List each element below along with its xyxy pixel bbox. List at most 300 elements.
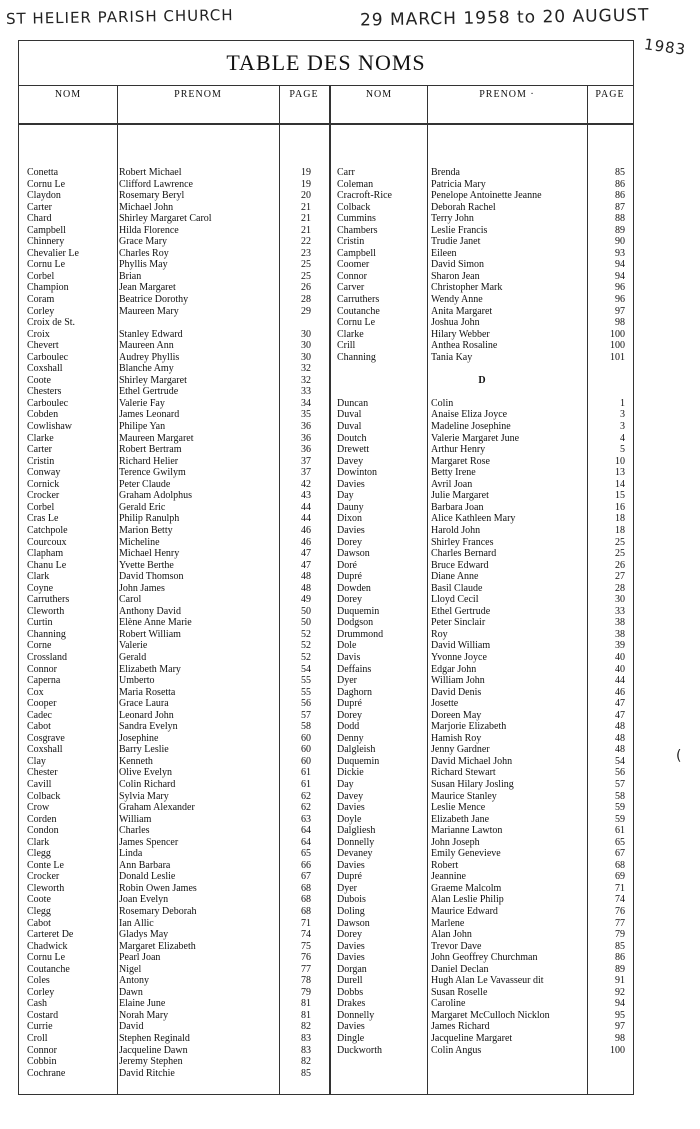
given-names-cell: Dawn (119, 986, 143, 998)
page-number-cell: 98 (615, 1033, 625, 1045)
table-row (27, 352, 329, 364)
page-number-cell: 26 (301, 282, 311, 294)
page-number-cell: 81 (301, 998, 311, 1010)
table-row (337, 629, 627, 641)
page-number-cell: 20 (301, 190, 311, 202)
given-names-cell: Brian (119, 270, 142, 282)
given-names-cell: Daniel Declan (431, 963, 489, 975)
given-names-cell: Richard Stewart (431, 767, 496, 779)
page-number-cell: 62 (301, 790, 311, 802)
page-number-cell: 40 (615, 651, 625, 663)
page-number-cell: 3 (620, 409, 625, 421)
surname-cell: Day (337, 778, 354, 790)
page-number-cell: 25 (301, 270, 311, 282)
page-number-cell: 52 (301, 628, 311, 640)
given-names-cell: Anita Margaret (431, 305, 493, 317)
given-names-cell: Hamish Roy (431, 732, 482, 744)
table-row (337, 202, 627, 214)
page-number-cell: 100 (610, 328, 625, 340)
given-names-cell: Valerie (119, 640, 148, 652)
surname-cell: Cleworth (27, 882, 65, 894)
table-row (27, 860, 329, 872)
table-row (27, 640, 329, 652)
page-number-cell: 26 (615, 559, 625, 571)
given-names-cell: Joan Evelyn (119, 894, 169, 906)
surname-cell: Clapham (27, 548, 64, 560)
surname-cell: Coxshall (27, 363, 63, 375)
surname-cell: Crossland (27, 651, 67, 663)
surname-cell: Chevert (27, 340, 59, 352)
given-names-cell: Bruce Edward (431, 559, 489, 571)
table-row (27, 941, 329, 953)
given-names-cell: Audrey Phyllis (119, 351, 180, 363)
page-number-cell: 76 (301, 952, 311, 964)
surname-cell: Coyne (27, 582, 54, 594)
given-names-cell: Grace Mary (119, 236, 168, 248)
page-number-cell: 1 (620, 397, 625, 409)
surname-cell: Davies (337, 940, 365, 952)
given-names-cell: Shirley Margaret (119, 374, 187, 386)
given-names-cell: Elizabeth Mary (119, 663, 181, 675)
given-names-cell: Hilary Webber (431, 328, 490, 340)
page-number-cell: 39 (615, 640, 625, 652)
page-number-cell: 57 (615, 778, 625, 790)
page-number-cell: 86 (615, 190, 625, 202)
surname-cell: Corbel (27, 270, 55, 282)
given-names-cell: Valerie Margaret June (431, 432, 520, 444)
page-number-cell: 10 (615, 455, 625, 467)
surname-cell: Dobbs (337, 986, 364, 998)
surname-cell: Coleman (337, 178, 374, 190)
surname-cell: Crocker (27, 490, 60, 502)
page-number-cell: 59 (615, 802, 625, 814)
page-number-cell: 61 (301, 778, 311, 790)
section-letter-row (337, 375, 627, 387)
table-row (27, 248, 329, 260)
given-names-cell: Jenny Gardner (431, 744, 490, 756)
page-number-cell: 48 (301, 582, 311, 594)
table-row (27, 179, 329, 191)
table-row (337, 421, 627, 433)
page-number-cell: 79 (615, 929, 625, 941)
table-row (27, 871, 329, 883)
surname-cell: Crocker (27, 871, 60, 883)
surname-cell: Chesters (27, 386, 62, 398)
table-row (27, 294, 329, 306)
page-number-cell: 36 (301, 444, 311, 456)
table-row (27, 560, 329, 572)
surname-cell: Clegg (27, 848, 51, 860)
page-number-cell: 79 (301, 986, 311, 998)
page-number-cell: 30 (301, 351, 311, 363)
table-row (337, 617, 627, 629)
given-names-cell: William (119, 813, 152, 825)
given-names-cell: Robin Owen James (119, 882, 197, 894)
surname-cell: Coutanche (337, 305, 380, 317)
surname-cell: Croix de St. (27, 317, 76, 329)
page-number-cell: 52 (301, 651, 311, 663)
page-number-cell: 97 (615, 1021, 625, 1033)
table-row (337, 329, 627, 341)
table-row (337, 825, 627, 837)
page-number-cell: 38 (615, 628, 625, 640)
table-row (337, 640, 627, 652)
page-number-cell: 94 (615, 270, 625, 282)
table-row (337, 894, 627, 906)
given-names-cell: Marion Betty (119, 524, 173, 536)
page-number-cell: 93 (615, 247, 625, 259)
surname-cell: Condon (27, 825, 59, 837)
given-names-cell: Ian Allic (119, 917, 154, 929)
table-row (27, 236, 329, 248)
surname-cell: Davies (337, 524, 365, 536)
surname-cell: Donnelly (337, 836, 375, 848)
page-number-cell: 58 (301, 721, 311, 733)
surname-cell: Dickie (337, 767, 364, 779)
table-row (337, 456, 627, 468)
page-number-cell: 49 (301, 594, 311, 606)
given-names-cell: Philip Ranulph (119, 513, 180, 525)
table-row (337, 675, 627, 687)
table-row (27, 259, 329, 271)
surname-cell: Dorey (337, 536, 362, 548)
surname-cell: Cash (27, 998, 47, 1010)
page-number-cell: 21 (301, 224, 311, 236)
table-row (27, 906, 329, 918)
table-row (337, 306, 627, 318)
table-row (337, 548, 627, 560)
given-names-cell: Terence Gwilym (119, 467, 186, 479)
surname-cell: Carruthers (337, 294, 380, 306)
given-names-cell: Maureen Ann (119, 340, 174, 352)
table-row (27, 490, 329, 502)
table-row (27, 202, 329, 214)
surname-cell: Claydon (27, 190, 61, 202)
surname-cell: Cosgrave (27, 732, 65, 744)
page-number-cell: 100 (610, 340, 625, 352)
surname-cell: Channing (27, 628, 66, 640)
table-row (337, 952, 627, 964)
given-names-cell: Diane Anne (431, 571, 479, 583)
table-row (337, 837, 627, 849)
surname-cell: Dawson (337, 548, 370, 560)
given-names-cell: Trevor Dave (431, 940, 482, 952)
surname-cell: Davies (337, 802, 365, 814)
page-number-cell: 97 (615, 305, 625, 317)
surname-cell: Coote (27, 374, 51, 386)
table-row (337, 860, 627, 872)
surname-cell: Coote (27, 894, 51, 906)
table-row (27, 548, 329, 560)
surname-cell: Chard (27, 213, 52, 225)
header-page-right: PAGE (595, 89, 625, 100)
surname-cell: Coutanche (27, 963, 70, 975)
surname-cell: Dupré (337, 698, 362, 710)
surname-cell: Dorey (337, 929, 362, 941)
given-names-cell: Grace Laura (119, 698, 169, 710)
page-number-cell: 94 (615, 998, 625, 1010)
table-row (337, 271, 627, 283)
surname-cell: Corley (27, 305, 55, 317)
page-number-cell: 89 (615, 963, 625, 975)
surname-cell: Cummins (337, 213, 376, 225)
given-names-cell: Arthur Henry (431, 444, 486, 456)
page-number-cell: 48 (301, 571, 311, 583)
table-row (27, 964, 329, 976)
table-row (27, 306, 329, 318)
surname-cell: Doré (337, 559, 357, 571)
table-row (27, 386, 329, 398)
table-row (27, 756, 329, 768)
table-row (27, 952, 329, 964)
table-row (27, 375, 329, 387)
given-names-cell: Ethel Gertrude (119, 386, 179, 398)
table-row (27, 502, 329, 514)
table-row (337, 987, 627, 999)
surname-cell: Carteret De (27, 929, 74, 941)
given-names-cell: Pearl Joan (119, 952, 161, 964)
page-number-cell: 46 (301, 524, 311, 536)
page-number-cell: 27 (615, 571, 625, 583)
given-names-cell: Wendy Anne (431, 294, 483, 306)
given-names-cell: Shirley Frances (431, 536, 494, 548)
given-names-cell: Gladys May (119, 929, 169, 941)
table-row (337, 906, 627, 918)
page-number-cell: 91 (615, 975, 625, 987)
surname-cell: Coram (27, 294, 55, 306)
given-names-cell: Leslie Mence (431, 802, 486, 814)
surname-cell: Cristin (27, 455, 55, 467)
table-row (27, 883, 329, 895)
surname-cell: Doling (337, 906, 365, 917)
table-row (337, 467, 627, 479)
page-number-cell: 44 (615, 675, 625, 687)
surname-cell: Davies (337, 859, 365, 871)
page-number-cell: 67 (301, 871, 311, 883)
given-names-cell: Elizabeth Jane (431, 813, 490, 825)
page-number-cell: 60 (301, 755, 311, 767)
page-number-cell: 69 (615, 871, 625, 883)
table-row (337, 918, 627, 930)
table-row (27, 513, 329, 525)
table-row (27, 975, 329, 987)
surname-cell: Dorgan (337, 963, 367, 975)
surname-cell: Catchpole (27, 524, 68, 536)
surname-cell: Cornu Le (27, 952, 66, 964)
table-row (337, 964, 627, 976)
table-row (27, 271, 329, 283)
given-names-cell: Elène Anne Marie (119, 617, 192, 629)
given-names-cell: Gerald Eric (119, 501, 166, 513)
surname-cell: Dalgleish (337, 744, 376, 756)
surname-cell: Carter (27, 201, 52, 213)
surname-cell: Cornu Le (337, 317, 376, 329)
surname-cell: Dodd (337, 721, 360, 733)
table-row (27, 421, 329, 433)
page-number-cell: 63 (301, 813, 311, 825)
header-nom-left: NOM (54, 89, 82, 100)
page-number-cell: 82 (301, 1021, 311, 1033)
page-number-cell: 95 (615, 1009, 625, 1021)
given-names-cell: Graeme Malcolm (431, 882, 502, 894)
surname-cell: Devaney (337, 848, 373, 860)
page-number-cell: 98 (615, 317, 625, 329)
surname-cell: Duquemin (337, 605, 380, 617)
given-names-cell: Robert Michael (119, 167, 182, 178)
page-number-cell: 40 (615, 663, 625, 675)
table-row (27, 814, 329, 826)
given-names-cell: Jacqueline Margaret (431, 1033, 513, 1045)
given-names-cell: Elaine June (119, 998, 166, 1010)
page-number-cell: 85 (615, 167, 625, 178)
table-row (337, 259, 627, 271)
surname-cell: Davies (337, 478, 365, 490)
table-row (27, 1045, 329, 1057)
surname-cell: Dorey (337, 709, 362, 721)
given-names-cell: Jeremy Stephen (119, 1056, 183, 1068)
page-number-cell: 85 (615, 940, 625, 952)
given-names-cell: Caroline (431, 998, 466, 1010)
page-number-cell: 28 (615, 582, 625, 594)
given-names-cell: David Denis (431, 686, 482, 698)
given-names-cell: Marlene (431, 917, 465, 929)
given-names-cell: Beatrice Dorothy (119, 294, 189, 306)
table-row (27, 767, 329, 779)
given-names-cell: Avril Joan (431, 478, 473, 490)
surname-cell: Connor (27, 663, 57, 675)
page-number-cell: 28 (301, 294, 311, 306)
page-number-cell: 50 (301, 605, 311, 617)
surname-cell: Carruthers (27, 594, 70, 606)
page-number-cell: 65 (301, 848, 311, 860)
surname-cell: Cornu Le (27, 259, 66, 271)
given-names-cell: David Michael John (431, 755, 513, 767)
page-number-cell: 88 (615, 213, 625, 225)
surname-cell: Coles (27, 975, 50, 987)
page-number-cell: 60 (301, 732, 311, 744)
page-number-cell: 58 (615, 790, 625, 802)
table-row (27, 721, 329, 733)
surname-cell: Currie (27, 1021, 53, 1033)
table-row (337, 537, 627, 549)
surname-cell: Drewett (337, 444, 370, 456)
given-names-cell: James Leonard (119, 409, 180, 421)
given-names-cell: Maria Rosetta (119, 686, 176, 698)
surname-cell: Cracroft-Rice (337, 190, 392, 202)
page-title: TABLE DES NOMS (226, 50, 426, 75)
given-names-cell: Robert (431, 859, 459, 871)
given-names-cell: Julie Margaret (431, 490, 489, 502)
given-names-cell: James Richard (431, 1021, 490, 1033)
given-names-cell: Leslie Francis (431, 224, 488, 236)
surname-cell: Cobbin (27, 1056, 57, 1068)
table-row (337, 560, 627, 572)
surname-cell: Cabot (27, 721, 51, 733)
page-number-cell: 77 (615, 917, 625, 929)
surname-cell: Duval (337, 421, 362, 433)
table-row (27, 791, 329, 803)
given-names-cell: Alice Kathleen Mary (431, 513, 516, 525)
table-row (27, 444, 329, 456)
given-names-cell: Harold John (431, 524, 481, 536)
table-row (27, 456, 329, 468)
table-row (27, 317, 329, 329)
surname-cell: Chanu Le (27, 559, 67, 571)
given-names-cell: Edgar John (431, 663, 477, 675)
page-number-cell: 71 (301, 917, 311, 929)
table-row (27, 779, 329, 791)
table-row (27, 617, 329, 629)
given-names-cell: Emily Genevieve (431, 848, 501, 860)
page-number-cell: 59 (615, 813, 625, 825)
surname-cell: Deffains (337, 663, 372, 675)
page-number-cell: 44 (301, 501, 311, 513)
page-number-cell: 33 (615, 605, 625, 617)
given-names-cell: Doreen May (431, 709, 482, 721)
table-row (337, 767, 627, 779)
table-row (337, 941, 627, 953)
given-names-cell: Stanley Edward (119, 328, 183, 340)
given-names-cell: Peter Sinclair (431, 617, 486, 629)
table-row (27, 744, 329, 756)
table-row (27, 479, 329, 491)
table-row (27, 1068, 329, 1080)
page-number-cell: 100 (610, 1044, 625, 1056)
table-row (337, 386, 627, 398)
given-names-cell: Leonard John (119, 709, 174, 721)
table-row (337, 525, 627, 537)
table-row (337, 490, 627, 502)
page-number-cell: 47 (615, 709, 625, 721)
given-names-cell: Yvonne Joyce (431, 651, 487, 663)
given-names-cell: Jeannine (431, 871, 466, 883)
table-row (27, 537, 329, 549)
table-row (27, 1033, 329, 1045)
table-row (337, 340, 627, 352)
table-row (337, 998, 627, 1010)
table-row (337, 721, 627, 733)
given-names-cell: Yvette Berthe (119, 559, 174, 571)
page-number-cell: 30 (301, 340, 311, 352)
given-names-cell: David Ritchie (119, 1067, 175, 1079)
given-names-cell: Brenda (431, 167, 460, 178)
surname-cell: Duquemin (337, 755, 380, 767)
given-names-cell: Richard Helier (119, 455, 179, 467)
surname-cell: Conway (27, 467, 61, 479)
table-row (337, 352, 627, 364)
given-names-cell: David Simon (431, 259, 485, 271)
surname-cell: Cornick (27, 478, 60, 490)
surname-cell: Cabot (27, 917, 51, 929)
page-number-cell: 47 (301, 559, 311, 571)
surname-cell: Caperna (27, 675, 61, 687)
table-row (27, 213, 329, 225)
given-names-cell: Maureen Margaret (119, 432, 194, 444)
surname-cell: Dole (337, 640, 357, 652)
table-row (337, 814, 627, 826)
given-names-cell: Margaret Rose (431, 455, 490, 467)
surname-cell: Cavill (27, 778, 52, 790)
given-names-cell: Jean Margaret (119, 282, 176, 294)
table-row (337, 1010, 627, 1022)
table-row (337, 282, 627, 294)
page-number-cell: 89 (615, 224, 625, 236)
given-names-cell: Ethel Gertrude (431, 605, 491, 617)
page-number-cell: 86 (615, 952, 625, 964)
given-names-cell: Clifford Lawrence (119, 178, 193, 190)
table-row (27, 329, 329, 341)
page-number-cell: 68 (301, 894, 311, 906)
